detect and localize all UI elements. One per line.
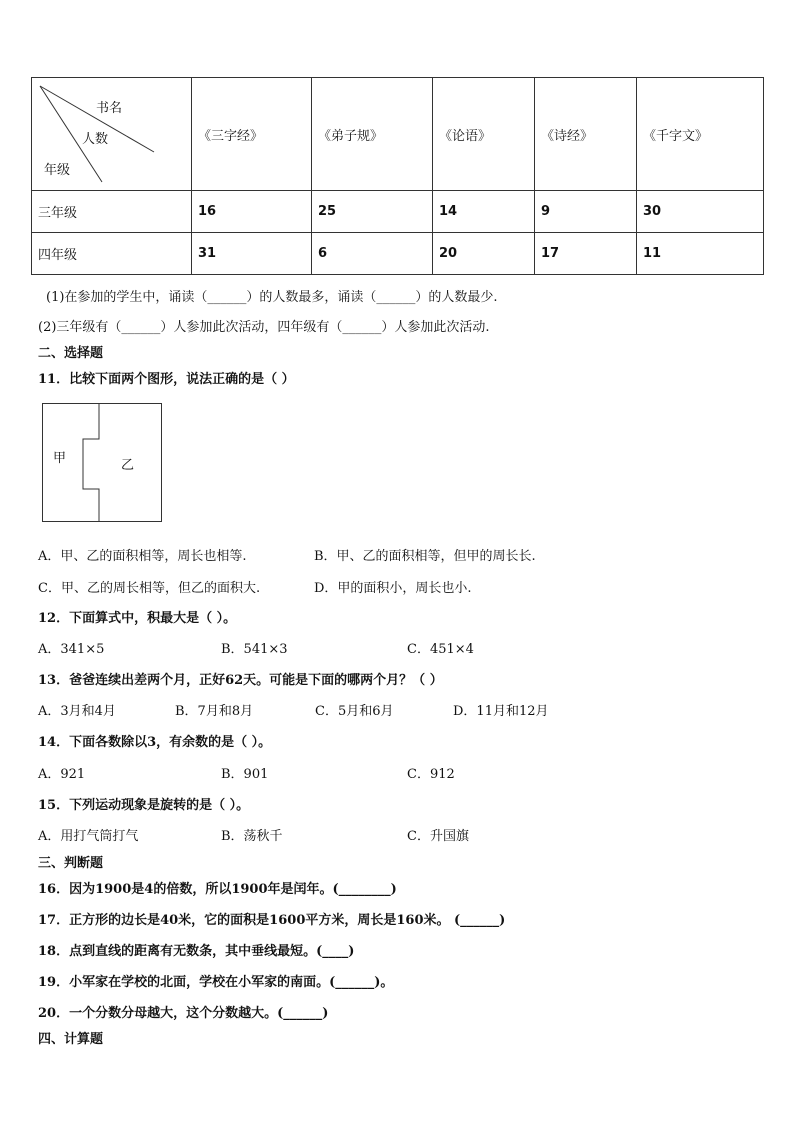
table-cell: 9 (535, 191, 637, 233)
table-row (32, 233, 764, 275)
question-13-stem: 13．爸爸连续出差两个月，正好62天。可能是下面的哪两个月？（ ） (38, 673, 443, 688)
question-17: 17．正方形的边长是40米，它的面积是1600平方米，周长是160米。 (______) (38, 913, 506, 928)
table-cell: 31 (192, 233, 312, 275)
q11-figure (42, 403, 164, 525)
book-header: 《千字文》 (637, 78, 764, 191)
row-grade-label: 三年级 (32, 191, 192, 233)
section-heading-choice: 二、选择题 (38, 346, 104, 361)
sub-question-1: (1)在参加的学生中，诵读（______）的人数最多，诵读（______）的人数最少. (46, 290, 498, 305)
sub-question-2: (2)三年级有（______）人参加此次活动，四年级有（______）人参加此次活动. (38, 320, 490, 335)
question-20: 20．一个分数分母越大，这个分数越大。(______) (38, 1006, 329, 1021)
q14-option-c[interactable]: C．912 (407, 767, 455, 782)
q13-option-a[interactable]: A．3月和4月 (38, 704, 116, 719)
q11-option-d[interactable]: D．甲的面积小，周长也小. (314, 581, 472, 596)
q14-option-a[interactable]: A．921 (38, 767, 86, 782)
row-grade-label: 四年级 (32, 233, 192, 275)
question-14-stem: 14．下面各数除以3，有余数的是（ ）。 (38, 735, 272, 750)
diagonal-header-cell (32, 78, 192, 191)
section-heading-calc: 四、计算题 (38, 1032, 104, 1047)
table-header-row (32, 78, 764, 191)
table-row (32, 191, 764, 233)
header-label-grade: 年级 (44, 163, 71, 178)
book-header: 《诗经》 (535, 78, 637, 191)
table-cell: 16 (192, 191, 312, 233)
question-15-stem: 15．下列运动现象是旋转的是（ ）。 (38, 798, 250, 813)
book-header: 《论语》 (433, 78, 535, 191)
q15-option-a[interactable]: A．用打气筒打气 (38, 829, 139, 844)
q13-option-c[interactable]: C．5月和6月 (315, 704, 394, 719)
book-reading-table (31, 77, 764, 275)
book-header: 《三字经》 (192, 78, 312, 191)
question-16: 16．因为1900是4的倍数，所以1900年是闰年。(________) (38, 882, 397, 897)
table-cell: 20 (433, 233, 535, 275)
section-heading-judge: 三、判断题 (38, 856, 104, 871)
question-18: 18．点到直线的距离有无数条，其中垂线最短。(____) (38, 944, 355, 959)
q14-option-b[interactable]: B．901 (221, 767, 269, 782)
q11-option-a[interactable]: A．甲、乙的面积相等，周长也相等. (38, 549, 247, 564)
question-12-stem: 12．下面算式中，积最大是（ ）。 (38, 611, 237, 626)
table-cell: 25 (312, 191, 433, 233)
question-19: 19．小军家在学校的北面，学校在小军家的南面。(______)。 (38, 975, 394, 990)
figure-label-yi: 乙 (121, 458, 135, 473)
header-label-count: 人数 (82, 132, 109, 147)
table-cell: 30 (637, 191, 764, 233)
figure-label-jia: 甲 (53, 451, 67, 466)
header-label-book: 书名 (96, 101, 123, 116)
book-header: 《弟子规》 (312, 78, 433, 191)
q11-option-c[interactable]: C．甲、乙的周长相等，但乙的面积大. (38, 581, 261, 596)
table-cell: 11 (637, 233, 764, 275)
q13-option-d[interactable]: D．11月和12月 (453, 704, 549, 719)
q12-option-a[interactable]: A．341×5 (38, 642, 105, 657)
question-11-stem: 11．比较下面两个图形，说法正确的是（ ） (38, 372, 295, 387)
q12-option-b[interactable]: B．541×3 (221, 642, 288, 657)
table-cell: 17 (535, 233, 637, 275)
table-cell: 6 (312, 233, 433, 275)
q12-option-c[interactable]: C．451×4 (407, 642, 474, 657)
q11-option-b[interactable]: B．甲、乙的面积相等，但甲的周长长. (314, 549, 536, 564)
q13-option-b[interactable]: B．7月和8月 (175, 704, 254, 719)
q15-option-c[interactable]: C．升国旗 (407, 829, 469, 844)
q15-option-b[interactable]: B．荡秋千 (221, 829, 283, 844)
table-cell: 14 (433, 191, 535, 233)
